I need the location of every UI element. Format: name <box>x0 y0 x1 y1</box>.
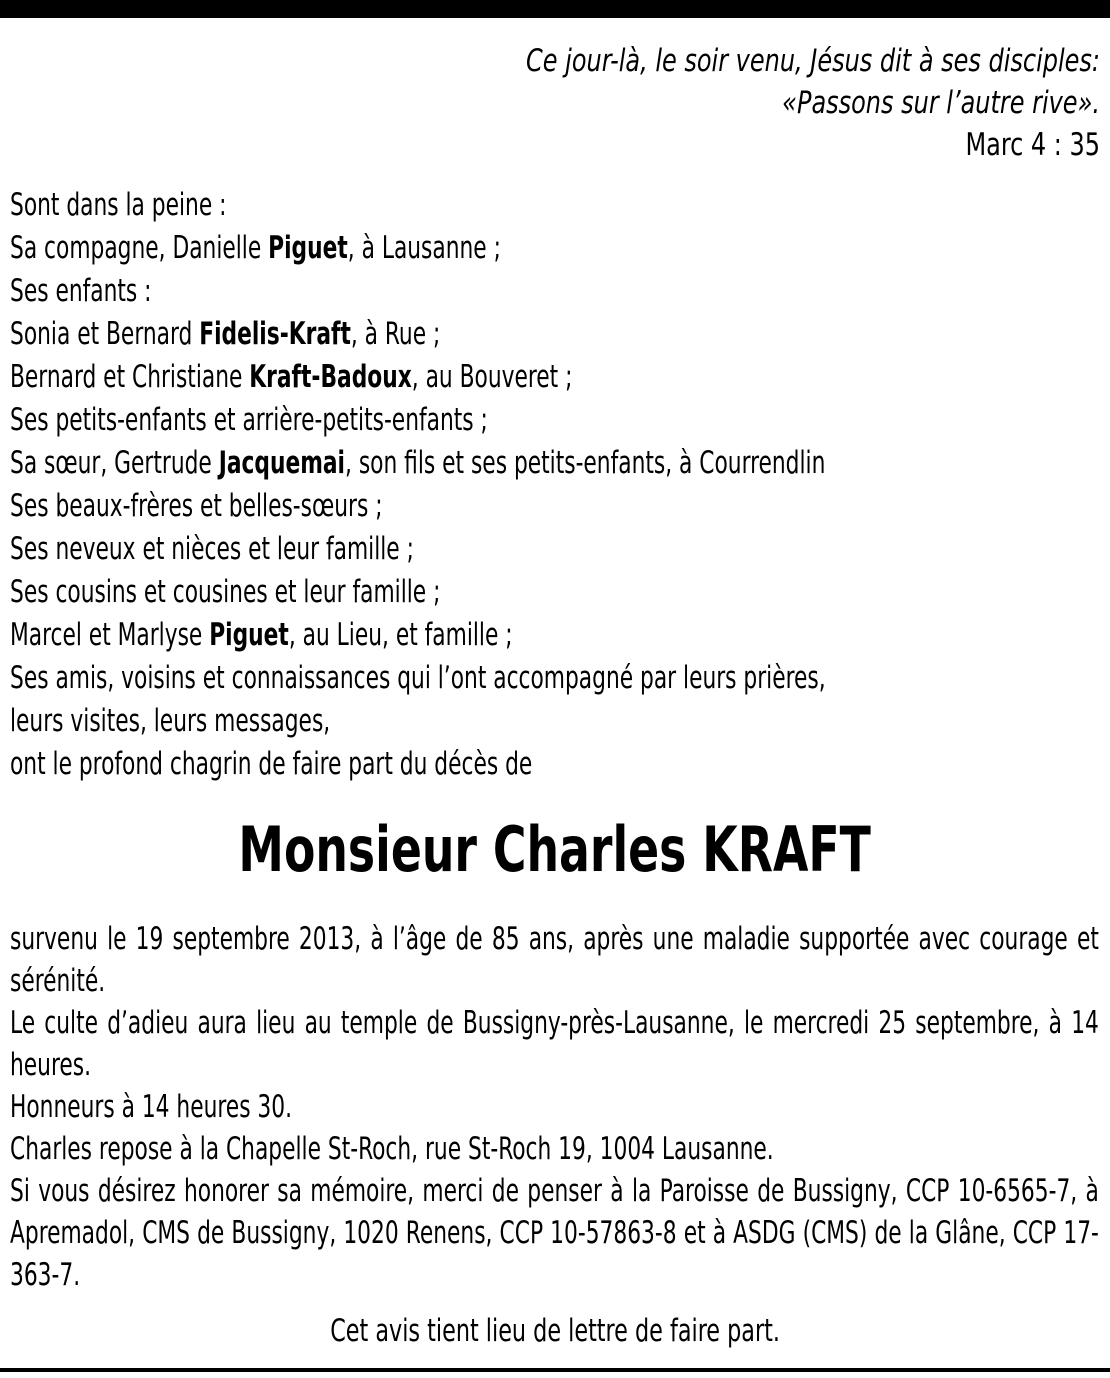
mourner-line: Sa compagne, Danielle Piguet, à Lausanne ; <box>10 230 501 266</box>
mourner-line: Sonia et Bernard Fidelis-Kraft, à Rue ; <box>10 316 441 352</box>
bottom-border-rule <box>0 1368 1110 1372</box>
family-name: Kraft-Badoux <box>249 359 412 395</box>
mourner-line: Ses amis, voisins et connaissances qui l’ont accompagné par leurs prières, <box>10 660 826 696</box>
details-paragraph-service: Le culte d’adieu aura lieu au temple de Bussigny-près-Lausanne, le mercredi 25 septembre, à 14 heures. <box>10 1005 1099 1083</box>
top-border-rule <box>0 0 1110 18</box>
mourner-line: Ses petits-enfants et arrière-petits-enfants ; <box>10 402 488 438</box>
mourners-list <box>10 184 1024 786</box>
mourner-line: Marcel et Marlyse Piguet, au Lieu, et famille ; <box>10 617 513 653</box>
details-paragraph-repose: Charles repose à la Chapelle St-Roch, rue St-Roch 19, 1004 Lausanne. <box>10 1131 774 1167</box>
mourner-line: ont le profond chagrin de faire part du décès de <box>10 746 533 782</box>
deceased-name: Monsieur Charles KRAFT <box>238 813 872 886</box>
deceased-name-heading <box>0 812 1110 888</box>
verse-line-2: «Passons sur l’autre rive». <box>782 85 1100 121</box>
mourner-line: Ses cousins et cousines et leur famille ; <box>10 574 441 610</box>
footer-note <box>0 1310 1110 1352</box>
mourner-line: Bernard et Christiane Kraft-Badoux, au Bouveret ; <box>10 359 573 395</box>
mourner-line: leurs visites, leurs messages, <box>10 703 331 739</box>
funeral-details <box>10 918 1099 1296</box>
verse-line-1: Ce jour-là, le soir venu, Jésus dit à ses disciples: <box>526 43 1100 79</box>
mourner-line: Ses neveux et nièces et leur famille ; <box>10 531 414 567</box>
footer-note-text: Cet avis tient lieu de lettre de faire part. <box>330 1313 780 1349</box>
mourner-line: Ses beaux-frères et belles-sœurs ; <box>10 488 383 524</box>
details-paragraph-honours: Honneurs à 14 heures 30. <box>10 1089 293 1125</box>
details-paragraph-death: survenu le 19 septembre 2013, à l’âge de 85 ans, après une maladie supportée avec courage et sérénité. <box>10 921 1099 999</box>
verse-reference: Marc 4 : 35 <box>965 127 1100 163</box>
mourner-line: Ses enfants : <box>10 273 152 309</box>
family-name: Jacquemai <box>218 445 346 481</box>
family-name: Piguet <box>209 617 289 653</box>
bible-verse <box>240 40 1100 166</box>
family-name: Piguet <box>268 230 348 266</box>
mourners-intro: Sont dans la peine : <box>10 187 227 223</box>
details-paragraph-donations: Si vous désirez honorer sa mémoire, merci de penser à la Paroisse de Bussigny, CCP 10-6565-7, à Apremadol, CMS de Bussigny, 1020 Renens, CCP 10-57863-8 et à ASDG (CMS) de la Glâne, CCP 17-363-7. <box>10 1173 1099 1293</box>
mourner-line: Sa sœur, Gertrude Jacquemai, son fils et ses petits-enfants, à Courrendlin <box>10 445 826 481</box>
family-name: Fidelis-Kraft <box>199 316 351 352</box>
